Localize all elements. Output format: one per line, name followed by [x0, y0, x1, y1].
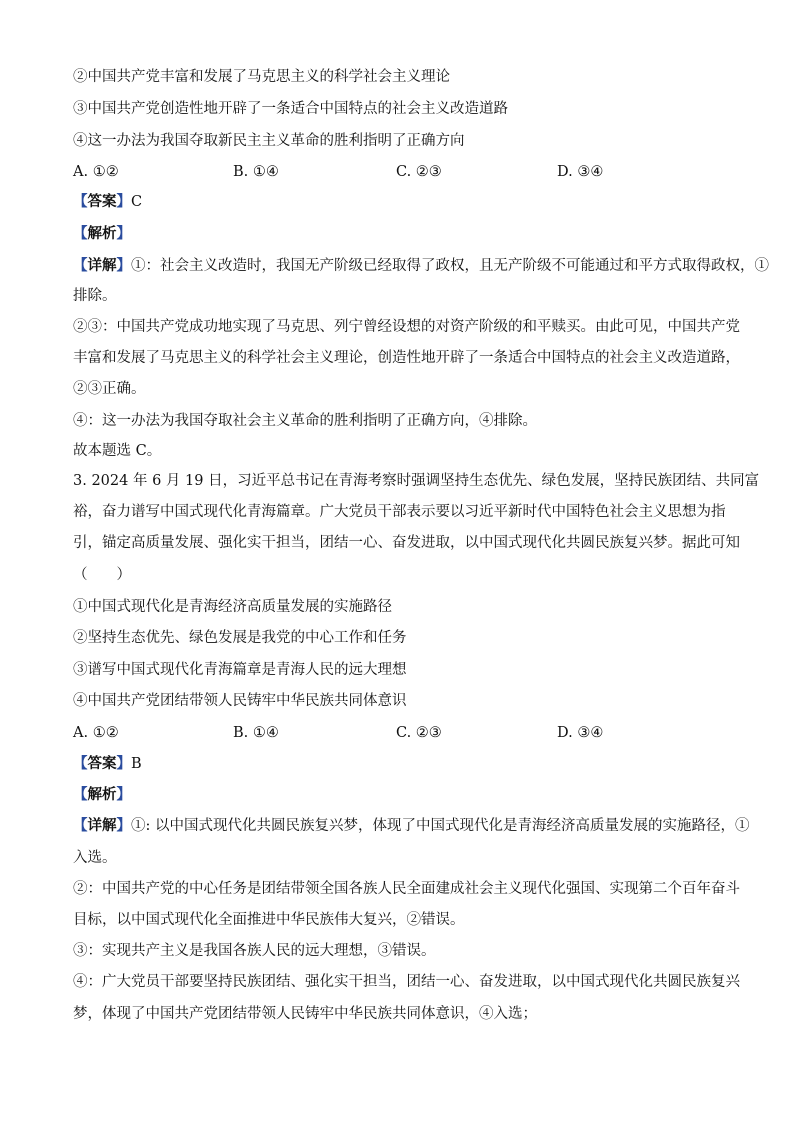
detail-tag: 【详解】: [73, 817, 131, 834]
detail-line: 入选。: [73, 850, 117, 866]
option-b: B. ①④: [233, 725, 279, 741]
detail-line: 梦，体现了中国共产党团结带领人民铸牢中华民族共同体意识，④入选；: [73, 1006, 537, 1022]
detail-tag: 【详解】: [73, 257, 131, 274]
analysis-heading: 【解析】: [73, 786, 131, 803]
answer-tag: 【答案】: [73, 755, 131, 772]
statement-4: ④这一办法为我国夺取新民主主义革命的胜利指明了正确方向: [73, 133, 465, 149]
option-c: C. ②③: [396, 164, 442, 180]
detail-line: ②③正确。: [73, 381, 146, 397]
detail-line: 【详解】①：社会主义改造时，我国无产阶级已经取得了政权，且无产阶级不可能通过和平方式取得政权，①: [73, 257, 769, 274]
detail-line: ②：中国共产党的中心任务是团结带领全国各族人民全面建成社会主义现代化强国、实现第二个百年奋斗: [73, 881, 740, 897]
option-b: B. ①④: [233, 164, 279, 180]
detail-line: ④：这一办法为我国夺取社会主义革命的胜利指明了正确方向，④排除。: [73, 413, 537, 429]
detail-line: 排除。: [73, 288, 117, 304]
statement-3: ③中国共产党创造性地开辟了一条适合中国特点的社会主义改造道路: [73, 101, 508, 117]
question-3-stem: 裕，奋力谱写中国式现代化青海篇章。广大党员干部表示要以习近平新时代中国特色社会主义思想为指: [73, 504, 726, 520]
detail-line: 丰富和发展了马克思主义的科学社会主义理论，创造性地开辟了一条适合中国特点的社会主义改造道路，: [73, 350, 740, 366]
statement-2: ②坚持生态优先、绿色发展是我党的中心工作和任务: [73, 630, 407, 646]
question-3-stem: 3. 2024 年 6 月 19 日，习近平总书记在青海考察时强调坚持生态优先、绿色发展，坚持民族团结、共同富: [73, 473, 760, 489]
statement-1: ①中国式现代化是青海经济高质量发展的实施路径: [73, 599, 392, 615]
answer-line: [73, 193, 142, 211]
option-d: D. ③④: [557, 164, 604, 180]
answer-value: B: [131, 756, 142, 772]
option-d: D. ③④: [557, 725, 604, 741]
detail-line: ③：实现共产主义是我国各族人民的远大理想，③错误。: [73, 943, 436, 959]
statement-4: ④中国共产党团结带领人民铸牢中华民族共同体意识: [73, 693, 407, 709]
option-a: A. ①②: [73, 164, 119, 180]
option-a: A. ①②: [73, 725, 119, 741]
option-c: C. ②③: [396, 725, 442, 741]
detail-line: 目标，以中国式现代化全面推进中华民族伟大复兴，②错误。: [73, 912, 465, 928]
question-3-stem: 引，锚定高质量发展、强化实干担当，团结一心、奋发进取，以中国式现代化共圆民族复兴梦。据此可知: [73, 535, 740, 551]
statement-2: ②中国共产党丰富和发展了马克思主义的科学社会主义理论: [73, 69, 450, 85]
answer-value: C: [131, 194, 143, 210]
answer-tag: 【答案】: [73, 193, 131, 210]
answer-line: [73, 755, 142, 773]
analysis-heading: 【解析】: [73, 225, 131, 242]
detail-line: 【详解】①: 以中国式现代化共圆民族复兴梦，体现了中国式现代化是青海经济高质量发展的实施路径，①: [73, 817, 750, 834]
statement-3: ③谱写中国式现代化青海篇章是青海人民的远大理想: [73, 662, 407, 678]
answer-blank: （ ）: [73, 567, 131, 583]
conclusion-line: 故本题选 C。: [73, 443, 162, 459]
detail-line: ④：广大党员干部要坚持民族团结、强化实干担当，团结一心、奋发进取，以中国式现代化共圆民族复兴: [73, 974, 740, 990]
detail-line: ②③：中国共产党成功地实现了马克思、列宁曾经设想的对资产阶级的和平赎买。由此可见，中国共产党: [73, 319, 740, 335]
